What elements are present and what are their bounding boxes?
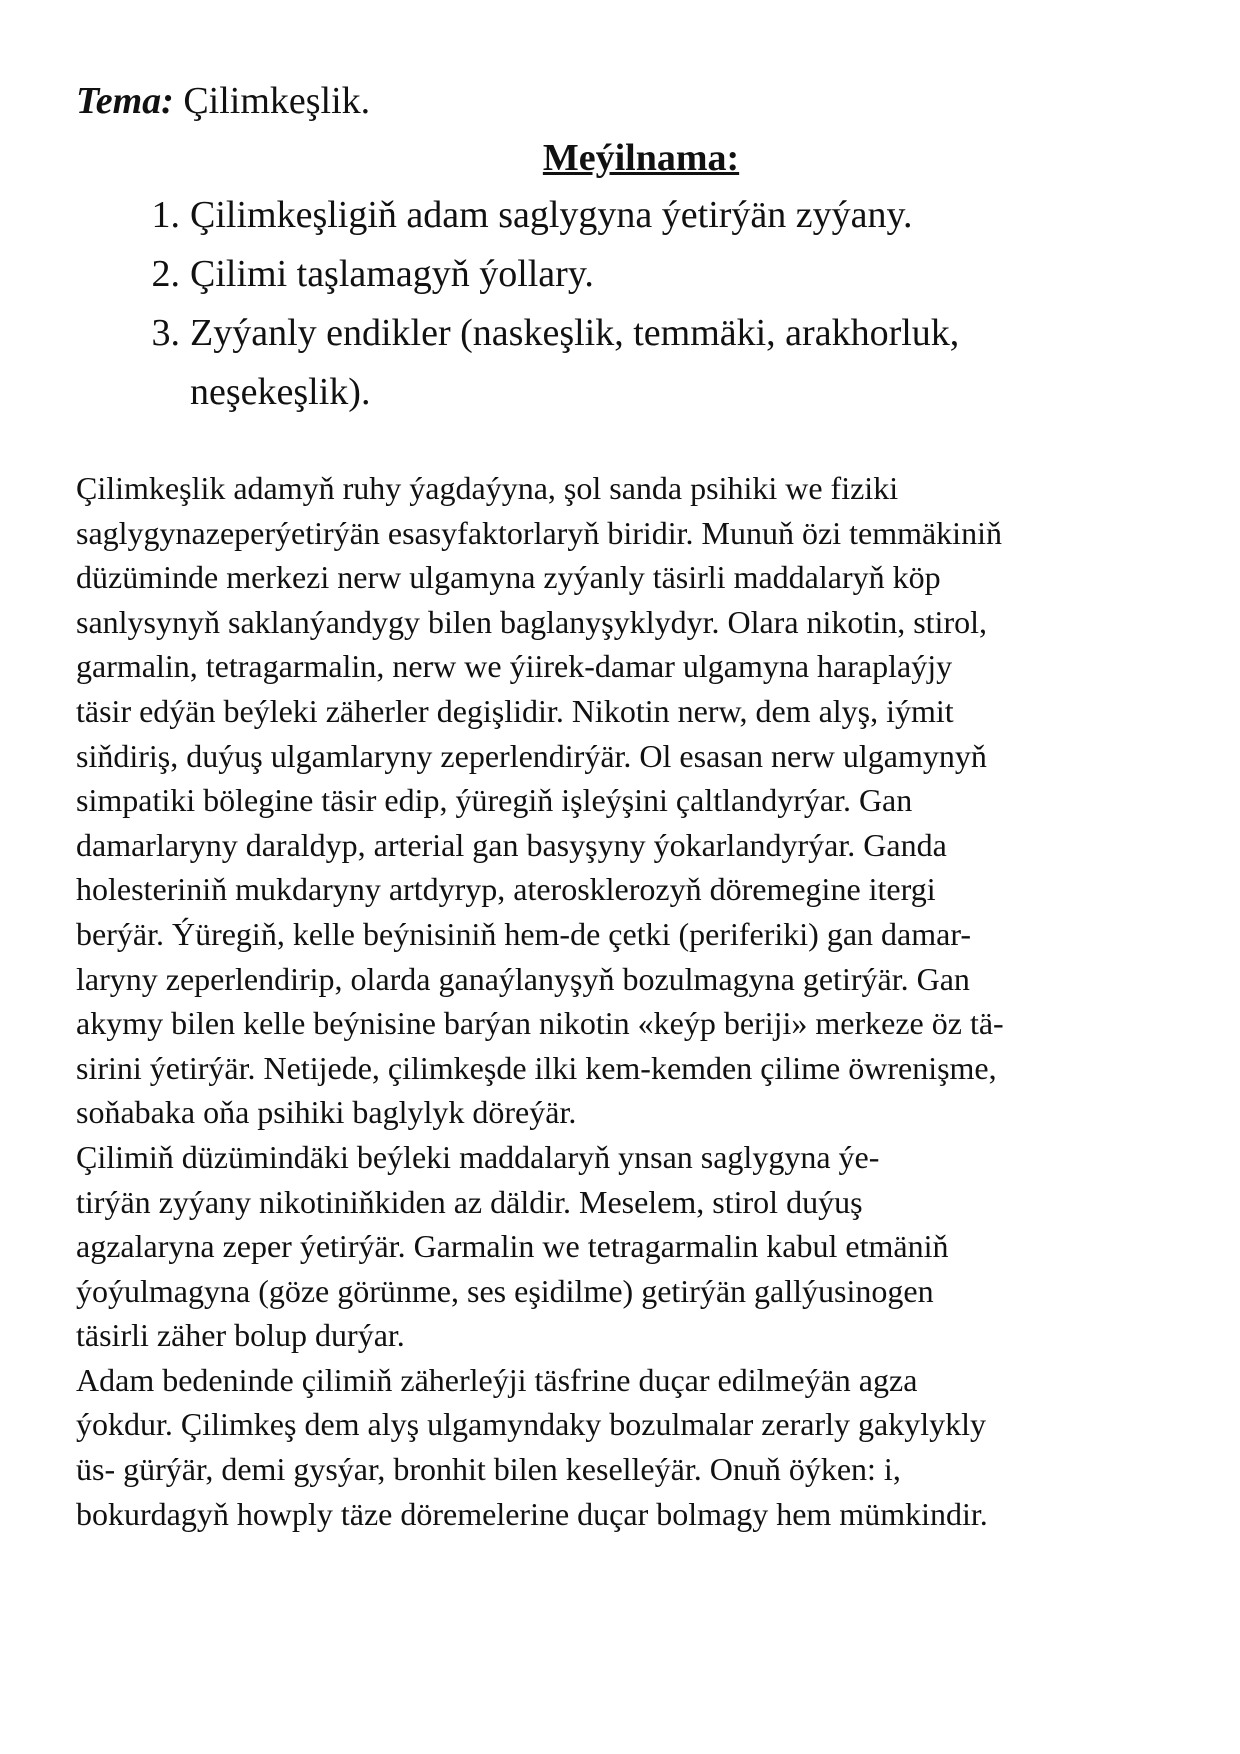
paragraph: Çilimiň düzümindäki beýleki maddalaryň ynsan saglygyna ýe- tirýän zyýany nikotiniňkiden az däldir. Meselem, stirol duýuş agzalaryna zeper ýetirýär. Garmalin we tetragarmalin kabul etmäniň ýoýulmagyna (göze görünme, ses eşidilme) getirýän gallýusinogen täsirli zäher bolup durýar. [76,1138,949,1354]
plan-list [76,186,1166,422]
plan-item-text: Çilimi taşlamagyň ýollary. [190,253,594,295]
topic-line [76,72,1166,130]
plan-item-text: Zyýanly endikler (naskeşlik, temmäki, arakhorluk, neşekeşlik). [190,312,960,413]
plan-item-number: 2. [151,253,180,295]
body-text [76,466,1166,1536]
plan-item [76,186,1166,245]
plan-item-text: Çilimkeşligiň adam saglygyna ýetirýän zyýany. [190,194,913,236]
topic-value: Çilimkeşlik. [173,80,371,122]
paragraph: Adam bedeninde çilimiň zäherleýji täsfrine duçar edilmeýän agza ýokdur. Çilimkeş dem alyş ulgamyndaky bozulmalar zerarly gakylykly üs- gürýär, demi gysýar, bronhit bilen keselleýär. Onuň öýken: i, bokurdagyň howply täze döremelerine duçar bolmagy hem mümkindir. [76,1361,988,1532]
plan-item [76,304,1166,422]
paragraph: Çilimkeşlik adamyň ruhy ýagdaýyna, şol sanda psihiki we fiziki saglygynazeperýetirýän esasyfaktorlaryň biridir. Munuň özi temmäkiniň düzüminde merkezi nerw ulgamyna zyýanly täsirli maddalaryň köp sanlysynyň saklanýandygy bilen baglanyşyklydyr. Olara nikotin, stirol, garmalin, tetragarmalin, nerw we ýiirek-damar ulgamyna haraplaýjy täsir edýän beýleki zäherler degişlidir. Nikotin nerw, dem alyş, iýmit siňdiriş, duýuş ulgamlaryny zeperlendirýär. Ol esasan nerw ulgamynyň simpatiki bölegine täsir edip, ýüregiň işleýşini çaltlandyrýar. Gan damarlaryny daraldyp, arterial gan basyşyny ýokarlandyrýar. Ganda holesteriniň mukdaryny artdyryp, aterosklerozyň döremegine itergi berýär. Ýüregiň, kelle beýnisiniň hem-de çetki (periferiki) gan damar- laryny zeperlendirip, olarda ganaýlanyşyň bozulmagyna getirýär. Gan akymy bilen kelle beýnisine barýan nikotin «keýp beriji» merkeze öz tä- sirini ýetirýär. Netijede, çilimkeşde ilki kem-kemden çilime öwrenişme, soňabaka oňa psihiki baglylyk döreýär. [76,470,1004,1131]
plan-item [76,245,1166,304]
plan-item-number: 3. [151,312,180,354]
topic-label: Tema: [76,80,174,122]
document-page [76,72,1166,1536]
plan-item-number: 1. [151,194,180,236]
plan-heading: Meýilnama: [542,137,740,179]
